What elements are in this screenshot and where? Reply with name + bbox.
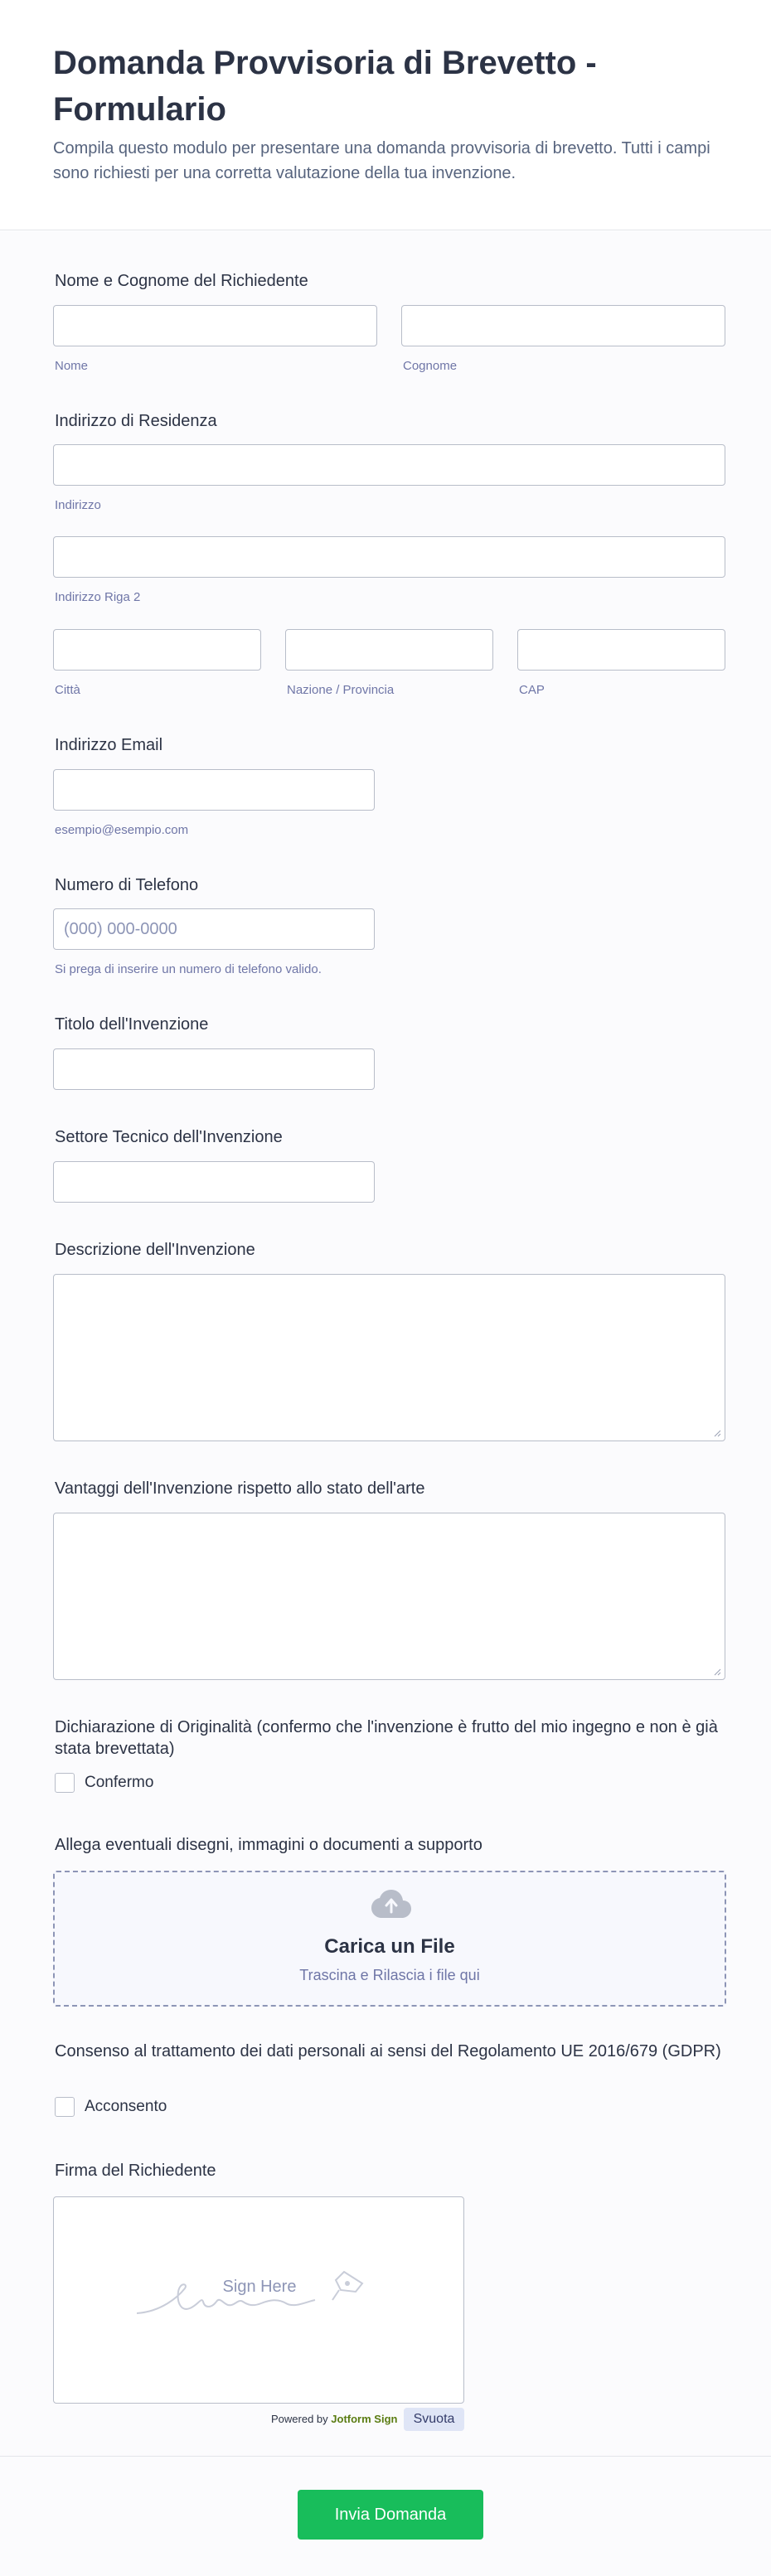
powered-brand: Jotform Sign (331, 2413, 398, 2425)
last-name-input[interactable] (401, 305, 725, 346)
state-sublabel: Nazione / Provincia (287, 683, 395, 697)
tech-sector-label: Settore Tecnico dell'Invenzione (55, 1128, 283, 1146)
submit-button[interactable]: Invia Domanda (298, 2490, 483, 2540)
description-label: Descrizione dell'Invenzione (55, 1241, 255, 1259)
gdpr-label: Consenso al trattamento dei dati personali ai sensi del Regolamento UE 2016/679 (GDPR) (55, 2042, 721, 2060)
city-sublabel: Città (55, 683, 80, 697)
page-subtitle: Compila questo modulo per presentare una domanda provvisoria di brevetto. Tutti i campi sono richiesti per una corretta valutazione della tua invenzione. (53, 139, 710, 182)
name-label: Nome e Cognome del Richiedente (55, 272, 308, 290)
phone-input[interactable] (53, 908, 375, 950)
email-hint: esempio@esempio.com (55, 823, 189, 837)
cloud-upload-icon (371, 1889, 411, 1920)
clear-signature-button[interactable]: Svuota (404, 2408, 464, 2431)
attachments-label: Allega eventuali disegni, immagini o documenti a supporto (55, 1836, 482, 1854)
invention-title-input[interactable] (53, 1048, 375, 1090)
powered-by (271, 2412, 397, 2427)
email-input[interactable] (53, 769, 375, 811)
phone-label: Numero di Telefono (55, 876, 199, 894)
address-line1-input[interactable] (53, 444, 725, 486)
powered-prefix: Powered by (271, 2413, 328, 2425)
gdpr-option[interactable] (55, 2095, 167, 2118)
advantages-textarea[interactable] (53, 1513, 725, 1680)
email-label: Indirizzo Email (55, 736, 163, 754)
signature-label: Firma del Richiedente (55, 2162, 216, 2180)
signature-scribble-icon (137, 2264, 386, 2330)
form-header (0, 0, 771, 230)
zip-input[interactable] (517, 629, 725, 671)
advantages-label: Vantaggi dell'Invenzione rispetto allo stato dell'arte (55, 1479, 425, 1498)
city-input[interactable] (53, 629, 261, 671)
tech-sector-input[interactable] (53, 1161, 375, 1203)
originality-checkbox[interactable] (55, 1773, 75, 1793)
upload-subtitle: Trascina e Rilascia i file qui (299, 1967, 480, 1983)
invention-title-label: Titolo dell'Invenzione (55, 1015, 209, 1034)
gdpr-option-label: Acconsento (85, 2098, 167, 2115)
first-name-sublabel: Nome (55, 359, 89, 373)
last-name-sublabel: Cognome (403, 359, 458, 373)
file-upload-dropzone[interactable] (53, 1871, 726, 2007)
page-title: Domanda Provvisoria di Brevetto - Formulario (53, 45, 597, 128)
gdpr-checkbox[interactable] (55, 2097, 75, 2117)
resize-grip-icon[interactable] (713, 1668, 721, 1676)
address-label: Indirizzo di Residenza (55, 412, 217, 430)
address-line1-sublabel: Indirizzo (55, 498, 101, 512)
address-line2-sublabel: Indirizzo Riga 2 (55, 590, 141, 604)
address-line2-input[interactable] (53, 536, 725, 578)
description-textarea[interactable] (53, 1274, 725, 1441)
originality-option[interactable] (55, 1771, 153, 1794)
signature-placeholder: Sign Here (222, 2278, 297, 2296)
resize-grip-icon[interactable] (713, 1429, 721, 1437)
phone-hint: Si prega di inserire un numero di telefono valido. (55, 962, 322, 976)
originality-label: Dichiarazione di Originalità (confermo che l'invenzione è frutto del mio ingegno e non è già stata brevettata) (55, 1718, 718, 1758)
upload-title: Carica un File (324, 1935, 455, 1958)
zip-sublabel: CAP (519, 683, 545, 697)
signature-pad[interactable] (53, 2196, 464, 2404)
first-name-input[interactable] (53, 305, 377, 346)
originality-option-label: Confermo (85, 1774, 154, 1791)
state-input[interactable] (285, 629, 493, 671)
